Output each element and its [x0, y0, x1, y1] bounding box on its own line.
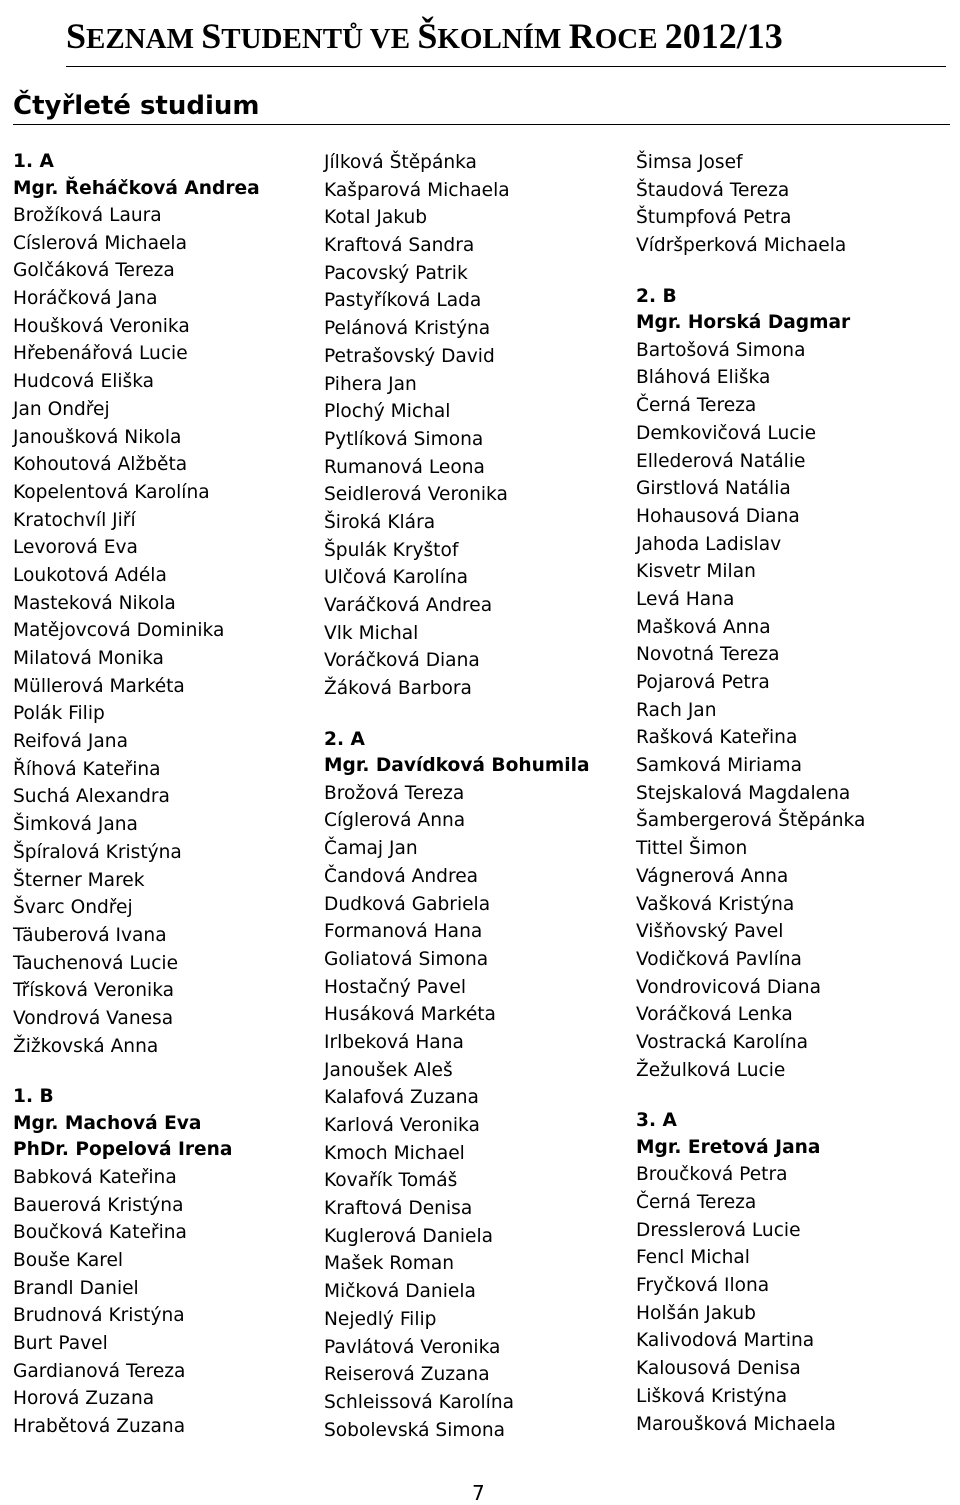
student-name: Vašková Kristýna — [636, 893, 795, 915]
student-column-1 — [13, 149, 313, 1441]
class-heading: 3. A — [636, 1110, 677, 1132]
title-rule — [66, 66, 946, 67]
student-name: Dudková Gabriela — [324, 893, 491, 915]
student-name: Formanová Hana — [324, 921, 483, 943]
class-heading: 1. A — [13, 151, 54, 172]
student-name: Jahoda Ladislav — [636, 533, 782, 555]
student-name: Horáčková Jana — [13, 288, 158, 310]
student-name: Polák Filip — [13, 703, 105, 725]
student-name: Kalivodová Martina — [636, 1330, 815, 1352]
student-name: Pihera Jan — [324, 373, 417, 395]
student-name: Šimková Jana — [13, 814, 138, 836]
student-name: Janoušek Aleš — [324, 1059, 453, 1081]
student-name: Houšková Veronika — [13, 315, 190, 337]
student-name: Loukotová Adéla — [13, 564, 167, 586]
student-name: Šimsa Josef — [636, 152, 743, 173]
student-name: Hohausová Diana — [636, 505, 800, 527]
student-name: Mičková Daniela — [324, 1281, 476, 1303]
title-smallcaps: VE — [369, 23, 418, 55]
student-name: Reiserová Zuzana — [324, 1364, 490, 1386]
student-name: Karlová Veronika — [324, 1115, 480, 1136]
student-name: Lišková Kristýna — [636, 1385, 788, 1407]
student-name: Fryčková Ilona — [636, 1275, 770, 1297]
student-name: Maroušková Michaela — [636, 1413, 836, 1435]
student-name: Bouše Karel — [13, 1249, 124, 1271]
class-heading: 2. A — [324, 728, 365, 750]
student-name: Brožová Tereza — [324, 782, 465, 804]
student-name: Nejedlý Filip — [324, 1308, 437, 1330]
student-name: Kašparová Michaela — [324, 179, 510, 201]
student-name: Petrašovský David — [324, 345, 495, 367]
student-name: Vídršperková Michaela — [636, 235, 847, 257]
student-name: Vodičková Pavlína — [636, 948, 802, 970]
student-name: Schleissová Karolína — [324, 1391, 515, 1413]
section-spacer — [636, 1084, 936, 1108]
class-heading: Mgr. Řeháčková Andrea — [13, 177, 260, 199]
document-title — [66, 15, 946, 60]
student-name: Broučková Petra — [636, 1164, 788, 1186]
student-name: Široká Klára — [324, 511, 436, 533]
student-name: Demkovičová Lucie — [636, 422, 817, 444]
student-name: Rašková Kateřina — [636, 727, 798, 749]
student-name: Černá Tereza — [636, 395, 757, 417]
student-name: Pojarová Petra — [636, 672, 770, 693]
student-name: Levorová Eva — [13, 537, 138, 559]
student-name: Čandová Andrea — [324, 865, 479, 887]
title-letter: Š — [417, 16, 438, 56]
student-name: Štaudová Tereza — [636, 179, 790, 201]
student-name: Brudnová Kristýna — [13, 1305, 185, 1327]
section-spacer — [324, 703, 624, 727]
student-name: Kalousová Denisa — [636, 1358, 801, 1380]
student-name: Mašek Roman — [324, 1253, 454, 1275]
student-name: Tauchenová Lucie — [13, 952, 179, 974]
student-name: Ulčová Karolína — [324, 567, 469, 589]
title-smallcaps: OCE — [594, 23, 665, 55]
student-name: Pastyříková Lada — [324, 290, 482, 312]
title-letter: S — [201, 16, 222, 56]
student-name: Pavlátová Veronika — [324, 1336, 501, 1358]
student-name: Voráčková Diana — [324, 650, 480, 672]
student-name: Husáková Markéta — [324, 1004, 496, 1026]
student-name: Fencl Michal — [636, 1247, 750, 1269]
student-name: Císlerová Michaela — [13, 232, 187, 254]
student-name: Täuberová Ivana — [13, 924, 167, 946]
student-column-3 — [636, 149, 936, 1438]
student-name: Třísková Veronika — [13, 980, 175, 1002]
student-name: Černá Tereza — [636, 1192, 757, 1213]
student-name: Žáková Barbora — [324, 678, 472, 700]
student-name: Rumanová Leona — [324, 456, 485, 478]
class-heading: Mgr. Eretová Jana — [636, 1136, 821, 1158]
title-year: 2012/13 — [664, 16, 783, 56]
student-name: Kraftová Sandra — [324, 235, 475, 257]
student-name: Vágnerová Anna — [636, 865, 789, 887]
section-spacer — [636, 260, 936, 284]
student-name: Holšán Jakub — [636, 1302, 756, 1324]
student-name: Seidlerová Veronika — [324, 484, 508, 506]
student-name: Stejskalová Magdalena — [636, 782, 851, 804]
student-name: Špíralová Kristýna — [13, 841, 182, 863]
student-name: Pytlíková Simona — [324, 428, 484, 450]
student-name: Suchá Alexandra — [13, 786, 170, 808]
student-name: Vondrová Vanesa — [13, 1007, 174, 1029]
student-name: Babková Kateřina — [13, 1166, 177, 1188]
student-name: Müllerová Markéta — [13, 675, 185, 697]
student-name: Samková Miriama — [636, 755, 803, 777]
title-letter: R — [568, 16, 595, 56]
student-name: Mašková Anna — [636, 616, 771, 638]
section-rule — [13, 124, 950, 125]
student-name: Burt Pavel — [13, 1332, 108, 1354]
student-name: Golčáková Tereza — [13, 260, 175, 282]
student-name: Brandl Daniel — [13, 1277, 139, 1299]
student-name: Vostracká Karolína — [636, 1031, 809, 1053]
student-name: Pelánová Kristýna — [324, 318, 491, 340]
student-name: Goliatová Simona — [324, 948, 489, 970]
student-name: Plochý Michal — [324, 401, 451, 423]
class-heading: 2. B — [636, 285, 677, 307]
student-name: Vlk Michal — [324, 622, 419, 644]
student-name: Jan Ondřej — [13, 398, 110, 420]
student-column-2 — [324, 149, 624, 1444]
student-name: Pacovský Patrik — [324, 262, 468, 284]
student-name: Kalafová Zuzana — [324, 1087, 479, 1109]
student-name: Štumpfová Petra — [636, 207, 792, 229]
student-name: Horová Zuzana — [13, 1388, 155, 1410]
student-name: Sobolevská Simona — [324, 1419, 506, 1441]
title-letter: S — [66, 16, 87, 56]
student-name: Varáčková Andrea — [324, 595, 493, 616]
class-heading: 1. B — [13, 1086, 54, 1108]
student-name: Levá Hana — [636, 588, 735, 610]
class-heading: Mgr. Machová Eva — [13, 1112, 202, 1134]
student-name: Janoušková Nikola — [13, 426, 182, 448]
student-name: Tittel Šimon — [636, 838, 748, 860]
class-heading: Mgr. Davídková Bohumila — [324, 755, 590, 777]
student-name: Irlbeková Hana — [324, 1031, 464, 1053]
student-name: Kotal Jakub — [324, 207, 428, 229]
student-name: Hrabětová Zuzana — [13, 1416, 186, 1437]
student-name: Kohoutová Alžběta — [13, 454, 188, 476]
student-name: Kmoch Michael — [324, 1142, 465, 1164]
student-name: Kisvetr Milan — [636, 561, 756, 583]
student-name: Reifová Jana — [13, 731, 128, 753]
student-name: Dresslerová Lucie — [636, 1219, 801, 1241]
student-name: Švarc Ondřej — [13, 897, 133, 919]
student-name: Masteková Nikola — [13, 592, 176, 614]
student-name: Milatová Monika — [13, 648, 164, 669]
student-name: Kratochvíl Jiří — [13, 509, 136, 531]
student-name: Kraftová Denisa — [324, 1198, 473, 1220]
student-name: Žižkovská Anna — [13, 1035, 159, 1057]
student-name: Novotná Tereza — [636, 644, 780, 666]
student-name: Gardianová Tereza — [13, 1360, 186, 1382]
student-name: Kopelentová Karolína — [13, 481, 210, 503]
student-name: Bauerová Kristýna — [13, 1194, 184, 1216]
student-name: Špulák Kryštof — [324, 539, 459, 561]
student-name: Voráčková Lenka — [636, 1004, 793, 1026]
class-heading: PhDr. Popelová Irena — [13, 1139, 233, 1161]
student-name: Jílková Štěpánka — [324, 152, 477, 173]
student-name: Čamaj Jan — [324, 838, 418, 860]
student-name: Rach Jan — [636, 699, 717, 721]
student-name: Ellederová Natálie — [636, 450, 806, 472]
student-name: Bartošová Simona — [636, 339, 806, 361]
section-spacer — [13, 1060, 313, 1084]
student-name: Šambergerová Štěpánka — [636, 810, 866, 832]
page-number: 7 — [472, 1481, 485, 1505]
student-name: Boučková Kateřina — [13, 1222, 187, 1244]
class-heading: Mgr. Horská Dagmar — [636, 312, 851, 334]
student-name: Hudcová Eliška — [13, 371, 155, 393]
student-name: Hostačný Pavel — [324, 976, 467, 998]
student-name: Matějovcová Dominika — [13, 620, 225, 642]
student-name: Hřebenářová Lucie — [13, 343, 188, 365]
student-name: Višňovský Pavel — [636, 921, 784, 943]
section-title: Čtyřleté studium — [13, 91, 260, 121]
student-name: Brožíková Laura — [13, 205, 162, 226]
title-smallcaps: TUDENTŮ — [221, 23, 370, 55]
title-smallcaps: EZNAM — [86, 23, 202, 55]
student-name: Bláhová Eliška — [636, 367, 771, 389]
student-name: Vondrovicová Diana — [636, 976, 821, 998]
student-name: Kuglerová Daniela — [324, 1225, 494, 1247]
student-name: Žežulková Lucie — [636, 1059, 786, 1081]
title-smallcaps: KOLNÍM — [437, 23, 569, 55]
student-name: Šterner Marek — [13, 869, 145, 891]
student-name: Girstlová Natália — [636, 478, 791, 500]
student-name: Cíglerová Anna — [324, 810, 466, 832]
student-name: Kovařík Tomáš — [324, 1170, 458, 1192]
student-name: Říhová Kateřina — [13, 758, 161, 780]
